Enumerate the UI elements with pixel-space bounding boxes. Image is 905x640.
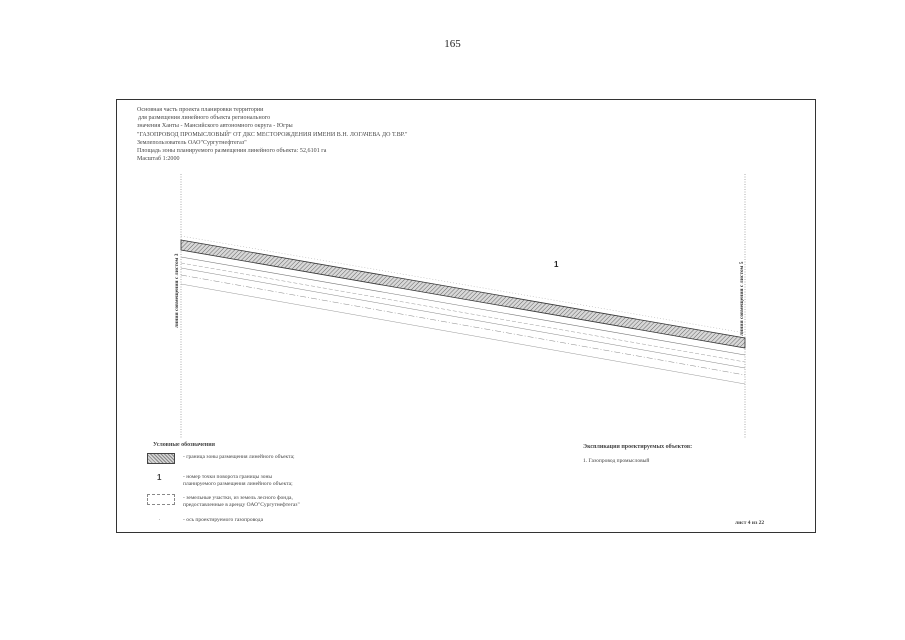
title-line: Масштаб 1:2000 bbox=[137, 156, 180, 163]
corridor-line bbox=[181, 263, 745, 362]
plan-drawing bbox=[117, 100, 817, 534]
corridor-line bbox=[181, 268, 745, 368]
title-line: значения Ханты - Мансийского автономного округа - Югры bbox=[137, 123, 293, 130]
upper-dotted-line bbox=[181, 236, 745, 333]
legend-text: - земельные участки, из земель лесного фонда, предоставленные в аренду ОАО"Сургутнефтегаз" bbox=[183, 495, 300, 508]
corridor-line bbox=[181, 257, 745, 355]
dashed-swatch bbox=[147, 494, 175, 505]
page-number: 165 bbox=[444, 38, 461, 50]
title-line: Площадь зоны планируемого размещения линейного объекта: 52,6101 га bbox=[137, 148, 327, 155]
title-line: Землепользователь ОАО"Сургутнефтегаз" bbox=[137, 139, 247, 146]
title-line: для размещения линейного объекта регионального bbox=[138, 115, 271, 122]
legend-text: - номер точки поворота границы зоны планируемого размещения линейного объекта; bbox=[183, 474, 293, 487]
right-match-label: линия совмещения с листом 5 bbox=[739, 261, 745, 336]
dot-symbol: . bbox=[159, 517, 161, 522]
legend-item bbox=[145, 453, 295, 473]
legend-text: - граница зоны размещения линейного объекта; bbox=[183, 454, 295, 460]
sheet-number: лист 4 из 22 bbox=[735, 520, 765, 526]
legend-title: Условные обозначения bbox=[153, 442, 215, 448]
legend-item bbox=[145, 494, 300, 516]
legend-item bbox=[145, 473, 293, 494]
explication bbox=[583, 444, 692, 464]
zone-boundary-strip bbox=[181, 240, 745, 348]
left-match-label: линия совмещения с листом 3 bbox=[174, 253, 180, 328]
drawing-sheet bbox=[116, 99, 816, 533]
explication-item: 1. Газопровод промысловый bbox=[583, 458, 650, 464]
title-line: Основная часть проекта планировки территории bbox=[137, 107, 264, 113]
legend-symbol: 1 bbox=[157, 473, 162, 482]
turn-point-label: 1 bbox=[554, 260, 559, 269]
legend-item bbox=[145, 516, 264, 536]
legend bbox=[145, 442, 300, 536]
title-line: "ГАЗОПРОВОД ПРОМЫСЛОВЫЙ" ОТ ДКС МЕСТОРОЖДЕНИЯ ИМЕНИ В.Н. ЛОГАЧЕВА ДО Т.ВР." bbox=[137, 131, 408, 138]
hatch-swatch bbox=[147, 453, 175, 464]
legend-text: - ось проектируемого газопровода bbox=[183, 517, 264, 523]
explication-title: Экспликация проектируемых объектов: bbox=[583, 444, 693, 450]
